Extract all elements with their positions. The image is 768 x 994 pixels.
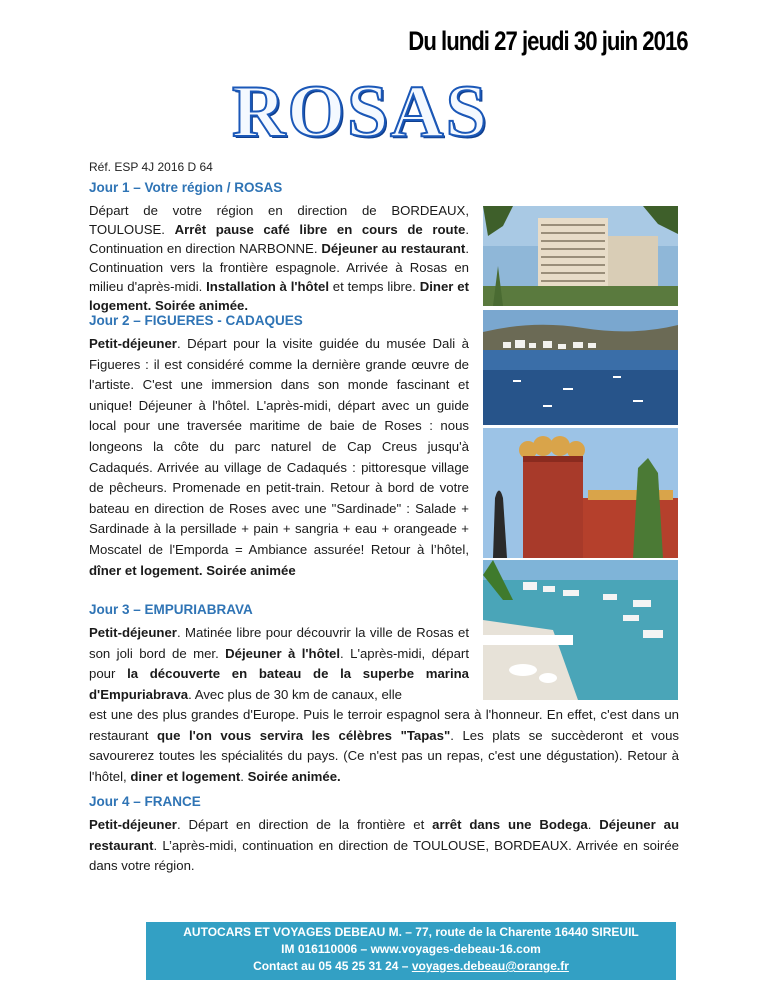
day-2-segment: dîner et logement. Soirée animée	[89, 562, 296, 578]
day-1-segment: . Continuation en direction NARBONNE.	[89, 222, 469, 256]
day-4-segment: . Départ en direction de la frontière et	[176, 817, 433, 832]
footer-phone: Contact au 05 45 25 31 24 –	[253, 959, 412, 973]
footer-contact-box	[146, 922, 676, 980]
day-3-segment: .	[240, 768, 248, 784]
day-2-segment: Petit-déjeuner	[89, 336, 177, 351]
day-4-segment: .	[587, 817, 600, 832]
day-1-title: Jour 1 – Votre région / ROSAS	[89, 180, 283, 195]
day-2-text	[89, 334, 469, 581]
empuriabrava-photo	[483, 560, 678, 700]
day-1-segment: Installation à l'hôtel	[206, 279, 329, 294]
footer-license-website: IM 016110006 – www.voyages-debeau-16.com	[281, 942, 541, 956]
page-title: ROSAS	[232, 71, 489, 153]
day-4-text	[89, 815, 679, 877]
day-3-segment: diner et logement	[130, 768, 241, 784]
day-3-segment: est une des plus grandes d'Europe. Puis le terroir espagnol sera à l'honneur. En effet, c'est dans un restaurant	[89, 707, 679, 743]
footer-company: AUTOCARS ET VOYAGES DEBEAU M. – 77, route de la Charente 16440 SIREUIL	[183, 925, 639, 939]
day-3-segment: . Matinée libre pour découvrir la ville de Rosas et son joli bord de mer.	[89, 625, 469, 661]
day-3-segment: la découverte en bateau de la superbe marina d'Empuriabrava	[89, 666, 469, 702]
day-1-segment: . Continuation vers la frontière espagnole. Arrivée à Rosas en milieu d'après-midi.	[89, 241, 469, 294]
day-3-segment: . L'après-midi, départ pour	[89, 645, 469, 681]
hotel-photo	[483, 206, 678, 306]
day-3-text-bottom	[89, 705, 679, 787]
day-3-text-top	[89, 623, 469, 705]
day-3-segment: que l'on vous servira les célèbres "Tapas"	[156, 727, 451, 743]
day-1-segment: Déjeuner au restaurant	[321, 241, 466, 256]
day-4-segment: Déjeuner au restaurant	[89, 817, 679, 853]
day-4-segment: . L’après-midi, continuation en direction de TOULOUSE, BORDEAUX. Arrivée en soirée dans votre région.	[89, 837, 679, 873]
day-4-title: Jour 4 – FRANCE	[89, 794, 201, 809]
dali-museum-photo	[483, 428, 678, 558]
day-3-segment: . Avec plus de 30 km de canaux, elle	[188, 686, 402, 702]
cadaques-photo	[483, 310, 678, 425]
day-3-segment: Déjeuner à l'hôtel	[225, 645, 341, 661]
day-2-title: Jour 2 – FIGUERES - CADAQUES	[89, 313, 303, 328]
footer-contact	[146, 958, 676, 975]
footer-email-link[interactable]: voyages.debeau@orange.fr	[411, 959, 569, 973]
day-3-segment: Petit-déjeuner	[89, 625, 177, 640]
day-1-segment: Départ de votre région en direction de BORDEAUX, TOULOUSE.	[89, 203, 469, 237]
day-3-segment: Soirée animée.	[247, 768, 341, 784]
day-4-segment: arrêt dans une Bodega	[432, 817, 588, 832]
header-dates: Du lundi 27 jeudi 30 juin 2016	[408, 26, 688, 56]
day-3-segment: . Les plats se succèderont et vous savourerez toutes les spécialités du pays. (Ce n'est pas un repas, c'est une dégustation). Retour à l'hôtel,	[89, 727, 679, 784]
day-1-text	[89, 201, 469, 315]
day-3-title: Jour 3 – EMPURIABRAVA	[89, 602, 253, 617]
day-4-segment: Petit-déjeuner	[89, 817, 177, 832]
day-2-segment: . Départ pour la visite guidée du musée Dali à Figueres : il est considéré comme la dernière grande œuvre de l'artiste. C'est une immersion dans son monde fascinant et unique! Déjeuner à l'hôtel. L'après-midi, départ avec un guide local pour une traversée maritime de baie de Roses : nous longeons la côte du parc naturel de Cap Creus jusqu'à Cadaqués. Arrivée au village de Cadaqués : pittoresque village de pêcheurs. Promenade en petit-train. Retour à bord de votre bateau en direction de Roses avec une "Sardinade" : Salade + Sardinade à la persillade + pain + sangria + eau + orangeade + Moscatel de l'Emporda = Ambiance assurée! Retour à l’hôtel,	[89, 336, 469, 557]
day-1-segment: et temps libre.	[329, 279, 420, 294]
day-1-segment: Arrêt pause café libre en cours de route	[174, 222, 466, 237]
reference-code: Réf. ESP 4J 2016 D 64	[89, 160, 213, 174]
day-1-segment: Diner et logement. Soirée animée.	[89, 279, 469, 313]
